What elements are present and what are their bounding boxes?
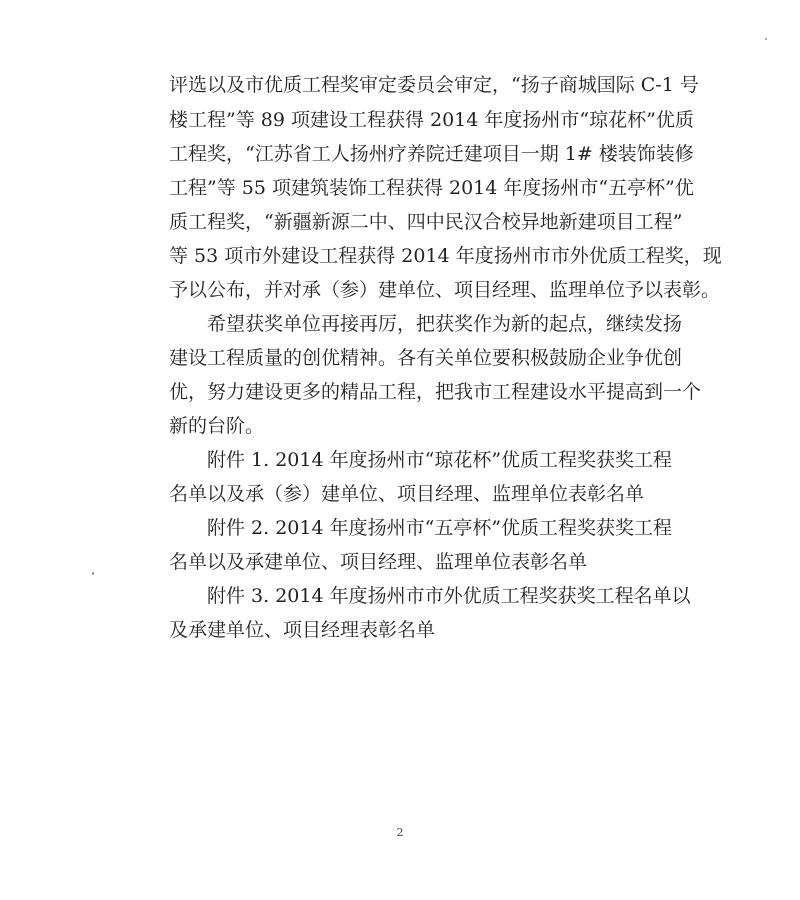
text-line: 新的台阶。 [169,415,265,437]
text-line: 予以公布，并对承（参）建单位、项目经理、监理单位予以表彰。 [169,279,721,301]
attachment-line: 附件 2. 2014 年度扬州市“五亭杯”优质工程奖获奖工程 [207,517,673,539]
page-number: 2 [396,826,404,839]
text-line: 质工程奖，“新疆新源二中、四中民汉合校异地新建项目工程” [169,211,683,233]
scan-speck [765,38,767,40]
text-line: 优，努力建设更多的精品工程，把我市工程建设水平提高到一个 [169,381,702,403]
text-line: 建设工程质量的创优精神。各有关单位要积极鼓励企业争优创 [169,347,683,369]
text-line: 等 53 项市外建设工程获得 2014 年度扬州市市外优质工程奖，现 [169,245,722,267]
text-line: 工程奖，“江苏省工人扬州疗养院迁建项目一期 1# 楼装饰装修 [169,143,694,165]
attachment-line: 及承建单位、项目经理表彰名单 [169,619,436,641]
attachment-line: 名单以及承建单位、项目经理、监理单位表彰名单 [169,551,588,573]
text-line: 评选以及市优质工程奖审定委员会审定，“扬子商城国际 C-1 号 [169,74,699,96]
attachment-line: 名单以及承（参）建单位、项目经理、监理单位表彰名单 [169,483,645,505]
attachment-line: 附件 1. 2014 年度扬州市“琼花杯”优质工程奖获奖工程 [207,449,673,471]
text-line: 楼工程”等 89 项建设工程获得 2014 年度扬州市“琼花杯”优质 [169,109,694,131]
attachment-line: 附件 3. 2014 年度扬州市市外优质工程奖获奖工程名单以 [207,585,691,607]
scan-speck [92,572,94,575]
text-line: 工程”等 55 项建筑装饰工程获得 2014 年度扬州市“五亭杯”优 [169,177,694,199]
text-line: 希望获奖单位再接再厉，把获奖作为新的起点，继续发扬 [207,313,683,335]
